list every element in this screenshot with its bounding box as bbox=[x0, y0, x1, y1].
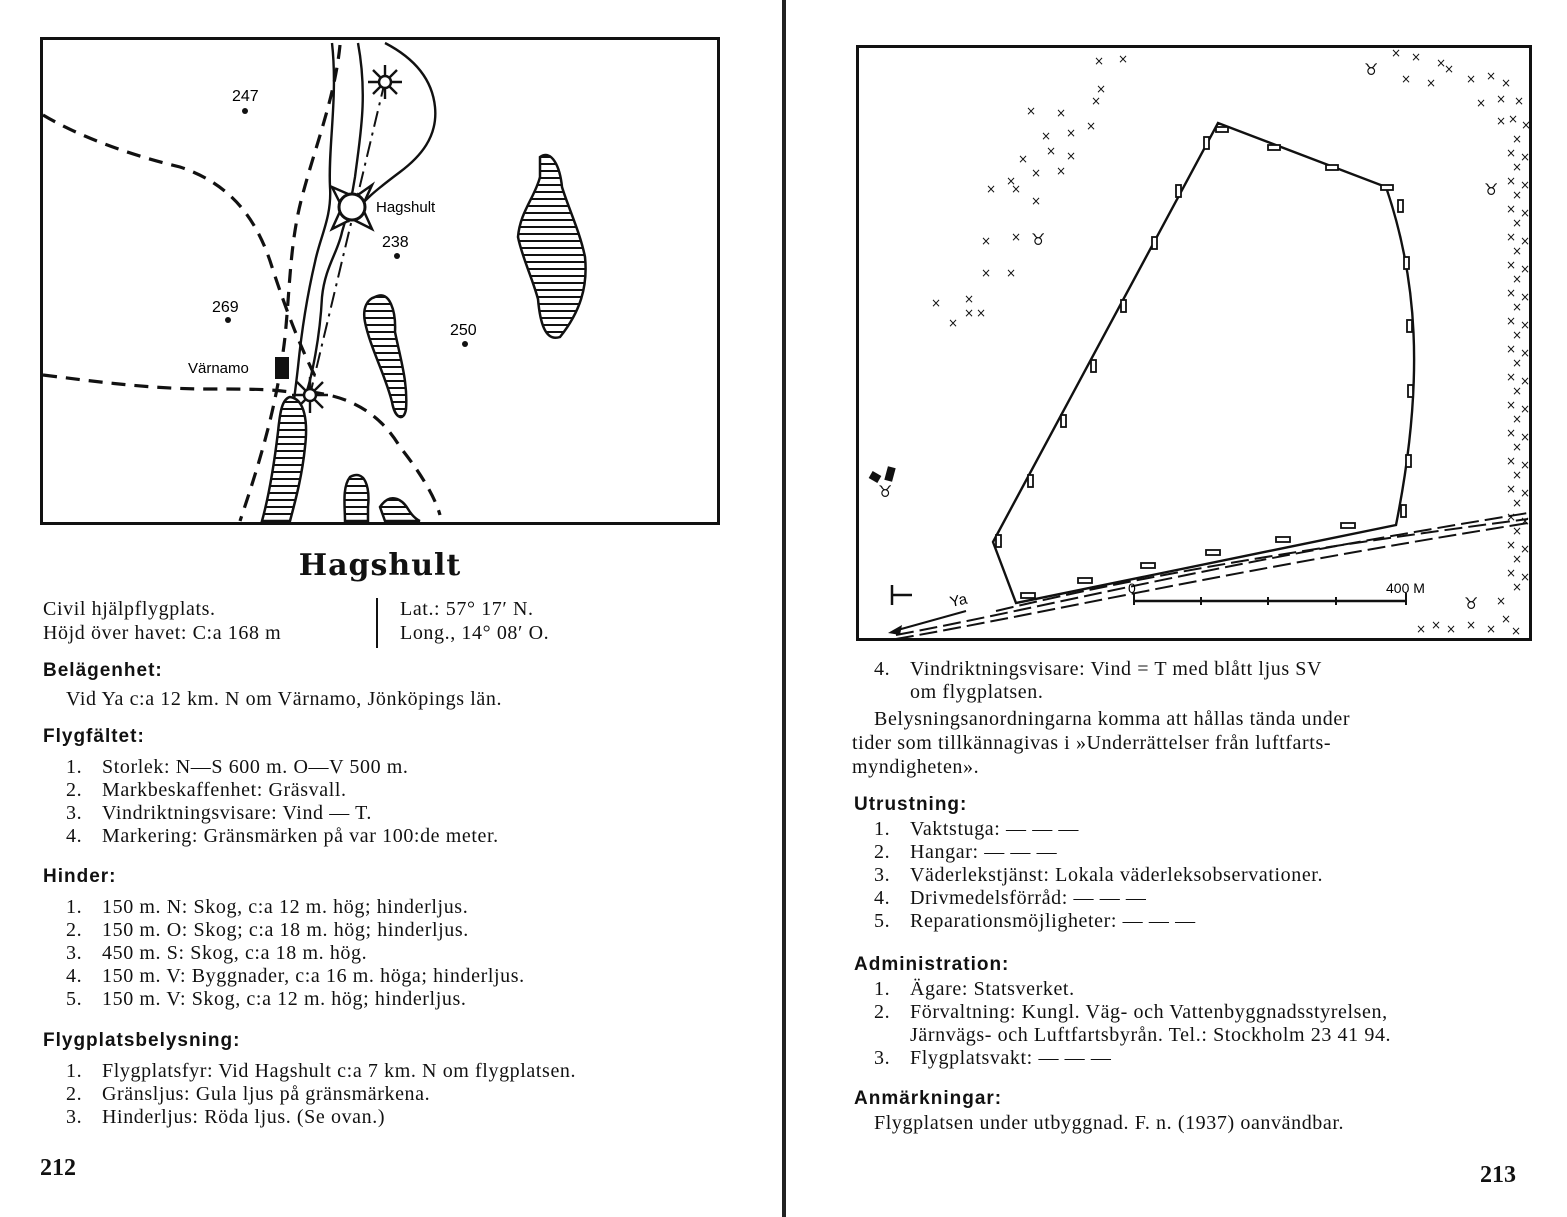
belysning-note-line2: tider som tillkännagivas i »Underrättelser från luftfarts- bbox=[852, 732, 1332, 754]
list-item: 2. Gränsljus: Gula ljus på gränsmärkena. bbox=[66, 1083, 431, 1105]
info-divider bbox=[376, 598, 378, 648]
tree-mark: × bbox=[1506, 398, 1517, 412]
tree-mark: × bbox=[1520, 402, 1531, 416]
tree-mark: × bbox=[1512, 356, 1523, 370]
tree-mark: × bbox=[1496, 92, 1507, 106]
tree-mark: × bbox=[1056, 164, 1067, 178]
tree-mark: × bbox=[1506, 258, 1517, 272]
tree-mark: × bbox=[1512, 216, 1523, 230]
tree-mark: × bbox=[1514, 94, 1525, 108]
tree-mark: × bbox=[1512, 160, 1523, 174]
tree-mark: × bbox=[981, 266, 992, 280]
hinder-list bbox=[66, 896, 525, 1011]
svg-text:♉: ♉ bbox=[1484, 180, 1499, 199]
tree-mark: × bbox=[1506, 230, 1517, 244]
tree-mark: × bbox=[1486, 69, 1497, 83]
tree-mark: × bbox=[1501, 612, 1512, 626]
tree-mark: × bbox=[1506, 146, 1517, 160]
heading-flygfaltet: Flygfältet: bbox=[43, 726, 145, 747]
airfield-lat: Lat.: 57° 17′ N. bbox=[400, 598, 534, 620]
tree-mark: × bbox=[1506, 566, 1517, 580]
list-item: 3. Flygplatsvakt: — — — bbox=[874, 1047, 1112, 1069]
tree-mark: × bbox=[1011, 182, 1022, 196]
list-item: 4. Vindriktningsvisare: Vind = T med blått ljus SV bbox=[874, 658, 1323, 680]
tree-mark: × bbox=[1520, 514, 1531, 528]
tree-mark: × bbox=[1486, 622, 1497, 636]
tree-mark: × bbox=[1506, 482, 1517, 496]
heading-anmarkningar: Anmärkningar: bbox=[854, 1088, 1003, 1109]
list-item: Järnvägs- och Luftfartsbyrån. Tel.: Stockholm 23 41 94. bbox=[910, 1024, 1392, 1046]
map-label-varnamo: Värnamo bbox=[188, 360, 249, 377]
list-item: 1. Flygplatsfyr: Vid Hagshult c:a 7 km. N om flygplatsen. bbox=[66, 1060, 577, 1082]
tree-mark: × bbox=[1512, 384, 1523, 398]
tree-mark: × bbox=[1512, 496, 1523, 510]
map-label-269: 269 bbox=[212, 299, 239, 316]
tree-mark: × bbox=[1066, 149, 1077, 163]
tree-mark: × bbox=[1506, 454, 1517, 468]
list-item: 2. Markbeskaffenhet: Gräsvall. bbox=[66, 779, 347, 801]
list-item: 1. 150 m. N: Skog, c:a 12 m. hög; hinderljus. bbox=[66, 896, 469, 918]
list-item: 3. Hinderljus: Röda ljus. (Se ovan.) bbox=[66, 1106, 386, 1128]
tree-mark: × bbox=[1520, 430, 1531, 444]
tree-mark: × bbox=[986, 182, 997, 196]
tree-mark: × bbox=[931, 296, 942, 310]
list-item: 4. 150 m. V: Byggnader, c:a 16 m. höga; hinderljus. bbox=[66, 965, 525, 987]
tree-mark: × bbox=[1426, 76, 1437, 90]
airfield-elevation: Höjd över havet: C:a 168 m bbox=[43, 622, 282, 644]
tree-mark: × bbox=[1436, 56, 1447, 70]
list-item: 3. Väderlekstjänst: Lokala väderleksobservationer. bbox=[874, 864, 1324, 886]
tree-mark: × bbox=[1520, 290, 1531, 304]
tree-mark: × bbox=[1506, 202, 1517, 216]
tree-mark: × bbox=[1031, 194, 1042, 208]
tree-mark: × bbox=[1520, 346, 1531, 360]
tree-mark: × bbox=[1520, 206, 1531, 220]
tree-mark: × bbox=[948, 316, 959, 330]
tree-mark: × bbox=[1501, 76, 1512, 90]
tree-mark: × bbox=[1094, 54, 1105, 68]
tree-mark: × bbox=[1512, 272, 1523, 286]
tree-mark: × bbox=[1046, 144, 1057, 158]
svg-text:♉: ♉ bbox=[1031, 230, 1046, 249]
list-item: 3. 450 m. S: Skog, c:a 18 m. hög. bbox=[66, 942, 368, 964]
tree-mark: × bbox=[1506, 538, 1517, 552]
book-gutter bbox=[782, 0, 786, 1217]
tree-mark: × bbox=[1066, 126, 1077, 140]
tree-mark: × bbox=[1512, 524, 1523, 538]
tree-mark: × bbox=[1444, 62, 1455, 76]
list-item: 5. 150 m. V: Skog, c:a 12 m. hög; hinderljus. bbox=[66, 988, 467, 1010]
tree-mark: × bbox=[1520, 458, 1531, 472]
tree-mark: × bbox=[1520, 374, 1531, 388]
tree-mark: × bbox=[1520, 486, 1531, 500]
tree-mark: × bbox=[1512, 412, 1523, 426]
list-item: 3. Vindriktningsvisare: Vind — T. bbox=[66, 802, 373, 824]
tree-mark: × bbox=[1506, 510, 1517, 524]
tree-mark: × bbox=[964, 306, 975, 320]
tree-mark: × bbox=[1512, 552, 1523, 566]
tree-mark: × bbox=[964, 292, 975, 306]
map-label-247: 247 bbox=[232, 88, 259, 105]
list-item: 4. Drivmedelsförråd: — — — bbox=[874, 887, 1147, 909]
flygfaltet-list bbox=[66, 756, 499, 848]
tree-mark: × bbox=[1496, 114, 1507, 128]
tree-mark: × bbox=[1512, 468, 1523, 482]
tree-mark: × bbox=[1512, 244, 1523, 258]
list-item: 1. Vaktstuga: — — — bbox=[874, 818, 1080, 840]
list-item: 5. Reparationsmöjligheter: — — — bbox=[874, 910, 1196, 932]
airfield-long: Long., 14° 08′ O. bbox=[400, 622, 550, 644]
tree-mark: × bbox=[1096, 82, 1107, 96]
tree-mark: × bbox=[1520, 262, 1531, 276]
heading-flygplatsbelysning: Flygplatsbelysning: bbox=[43, 1030, 241, 1051]
list-item: om flygplatsen. bbox=[910, 681, 1044, 703]
heading-belagenhet: Belägenhet: bbox=[43, 660, 163, 681]
list-item: 2. Hangar: — — — bbox=[874, 841, 1058, 863]
tree-mark: × bbox=[1031, 166, 1042, 180]
map-label-250: 250 bbox=[450, 322, 477, 339]
tree-mark: × bbox=[976, 306, 987, 320]
svg-text:♉: ♉ bbox=[878, 482, 893, 501]
tree-mark: × bbox=[1506, 426, 1517, 440]
list-item: 1. Ägare: Statsverket. bbox=[874, 978, 1075, 1000]
tree-mark: × bbox=[1431, 618, 1442, 632]
tree-mark: × bbox=[1512, 580, 1523, 594]
belysning-note-line1: Belysningsanordningarna komma att hållas tända under bbox=[874, 708, 1351, 730]
tree-mark: × bbox=[1446, 622, 1457, 636]
tree-mark: × bbox=[1520, 178, 1531, 192]
tree-mark: × bbox=[1476, 96, 1487, 110]
tree-mark: × bbox=[1521, 118, 1532, 132]
tree-mark: × bbox=[1091, 94, 1102, 108]
belysning-note-line3: myndigheten». bbox=[852, 756, 980, 778]
page-number-left: 212 bbox=[40, 1155, 76, 1181]
list-item: 4. Markering: Gränsmärken på var 100:de meter. bbox=[66, 825, 499, 847]
heading-hinder: Hinder: bbox=[43, 866, 117, 887]
tree-mark: × bbox=[1086, 119, 1097, 133]
tree-mark: × bbox=[1026, 104, 1037, 118]
scale-end-label: 400 M bbox=[1386, 580, 1425, 596]
list-item: 1. Storlek: N—S 600 m. O—V 500 m. bbox=[66, 756, 409, 778]
anmarkningar-text: Flygplatsen under utbyggnad. F. n. (1937) oanvändbar. bbox=[874, 1112, 1345, 1134]
left-page bbox=[0, 0, 780, 1217]
tree-mark: × bbox=[1466, 618, 1477, 632]
tree-mark: × bbox=[1118, 52, 1129, 66]
right-page bbox=[788, 0, 1567, 1217]
svg-text:♉: ♉ bbox=[1464, 594, 1479, 613]
tree-mark: × bbox=[1416, 622, 1427, 636]
tree-mark: × bbox=[1391, 46, 1402, 60]
tree-mark: × bbox=[1011, 230, 1022, 244]
varnamo-town-icon bbox=[275, 357, 289, 379]
tree-mark: × bbox=[1411, 50, 1422, 64]
tree-mark: × bbox=[1506, 370, 1517, 384]
heading-utrustning: Utrustning: bbox=[854, 794, 968, 815]
tree-mark: × bbox=[1520, 234, 1531, 248]
location-map bbox=[40, 37, 720, 525]
tree-mark: × bbox=[1511, 624, 1522, 638]
tree-mark: × bbox=[1508, 112, 1519, 126]
tree-mark: × bbox=[1506, 314, 1517, 328]
tree-mark: × bbox=[1512, 132, 1523, 146]
scale-start-label: 0 bbox=[1128, 580, 1136, 596]
page-number-right: 213 bbox=[1480, 1162, 1516, 1188]
tree-mark: × bbox=[1512, 300, 1523, 314]
tree-mark: × bbox=[1520, 542, 1531, 556]
tree-mark: × bbox=[1056, 106, 1067, 120]
tree-mark: × bbox=[1512, 440, 1523, 454]
tree-mark: × bbox=[1512, 188, 1523, 202]
page-title: Hagshult bbox=[298, 548, 462, 583]
belysning-list bbox=[66, 1060, 576, 1129]
tree-mark: × bbox=[981, 234, 992, 248]
tree-mark: × bbox=[1018, 152, 1029, 166]
airfield-diagram bbox=[856, 45, 1532, 641]
list-item: 2. 150 m. O: Skog; c:a 18 m. hög; hinderljus. bbox=[66, 919, 469, 941]
tree-mark: × bbox=[1520, 150, 1531, 164]
tree-mark: × bbox=[1506, 342, 1517, 356]
tree-mark: × bbox=[1006, 266, 1017, 280]
runway-label-ya: Ya bbox=[948, 590, 969, 611]
tree-mark: × bbox=[1041, 129, 1052, 143]
list-item: 2. Förvaltning: Kungl. Väg- och Vattenbyggnadsstyrelsen, bbox=[874, 1001, 1388, 1023]
map-label-238: 238 bbox=[382, 234, 409, 251]
tree-mark: × bbox=[1401, 72, 1412, 86]
airfield-type: Civil hjälpflygplats. bbox=[43, 598, 216, 620]
tree-mark: × bbox=[1466, 72, 1477, 86]
tree-mark: × bbox=[1506, 174, 1517, 188]
belagenhet-text: Vid Ya c:a 12 km. N om Värnamo, Jönköpings län. bbox=[66, 688, 503, 710]
heading-administration: Administration: bbox=[854, 954, 1010, 975]
svg-text:♉: ♉ bbox=[1364, 60, 1379, 79]
administration-list bbox=[874, 978, 1391, 1070]
tree-mark: × bbox=[1520, 570, 1531, 584]
tree-mark: × bbox=[1512, 328, 1523, 342]
utrustning-list bbox=[874, 818, 1323, 933]
tree-mark: × bbox=[1006, 174, 1017, 188]
continued-list bbox=[874, 658, 1322, 704]
tree-mark: × bbox=[1506, 286, 1517, 300]
tree-mark: × bbox=[1496, 594, 1507, 608]
map-label-hagshult: Hagshult bbox=[376, 199, 436, 216]
tree-mark: × bbox=[1520, 318, 1531, 332]
